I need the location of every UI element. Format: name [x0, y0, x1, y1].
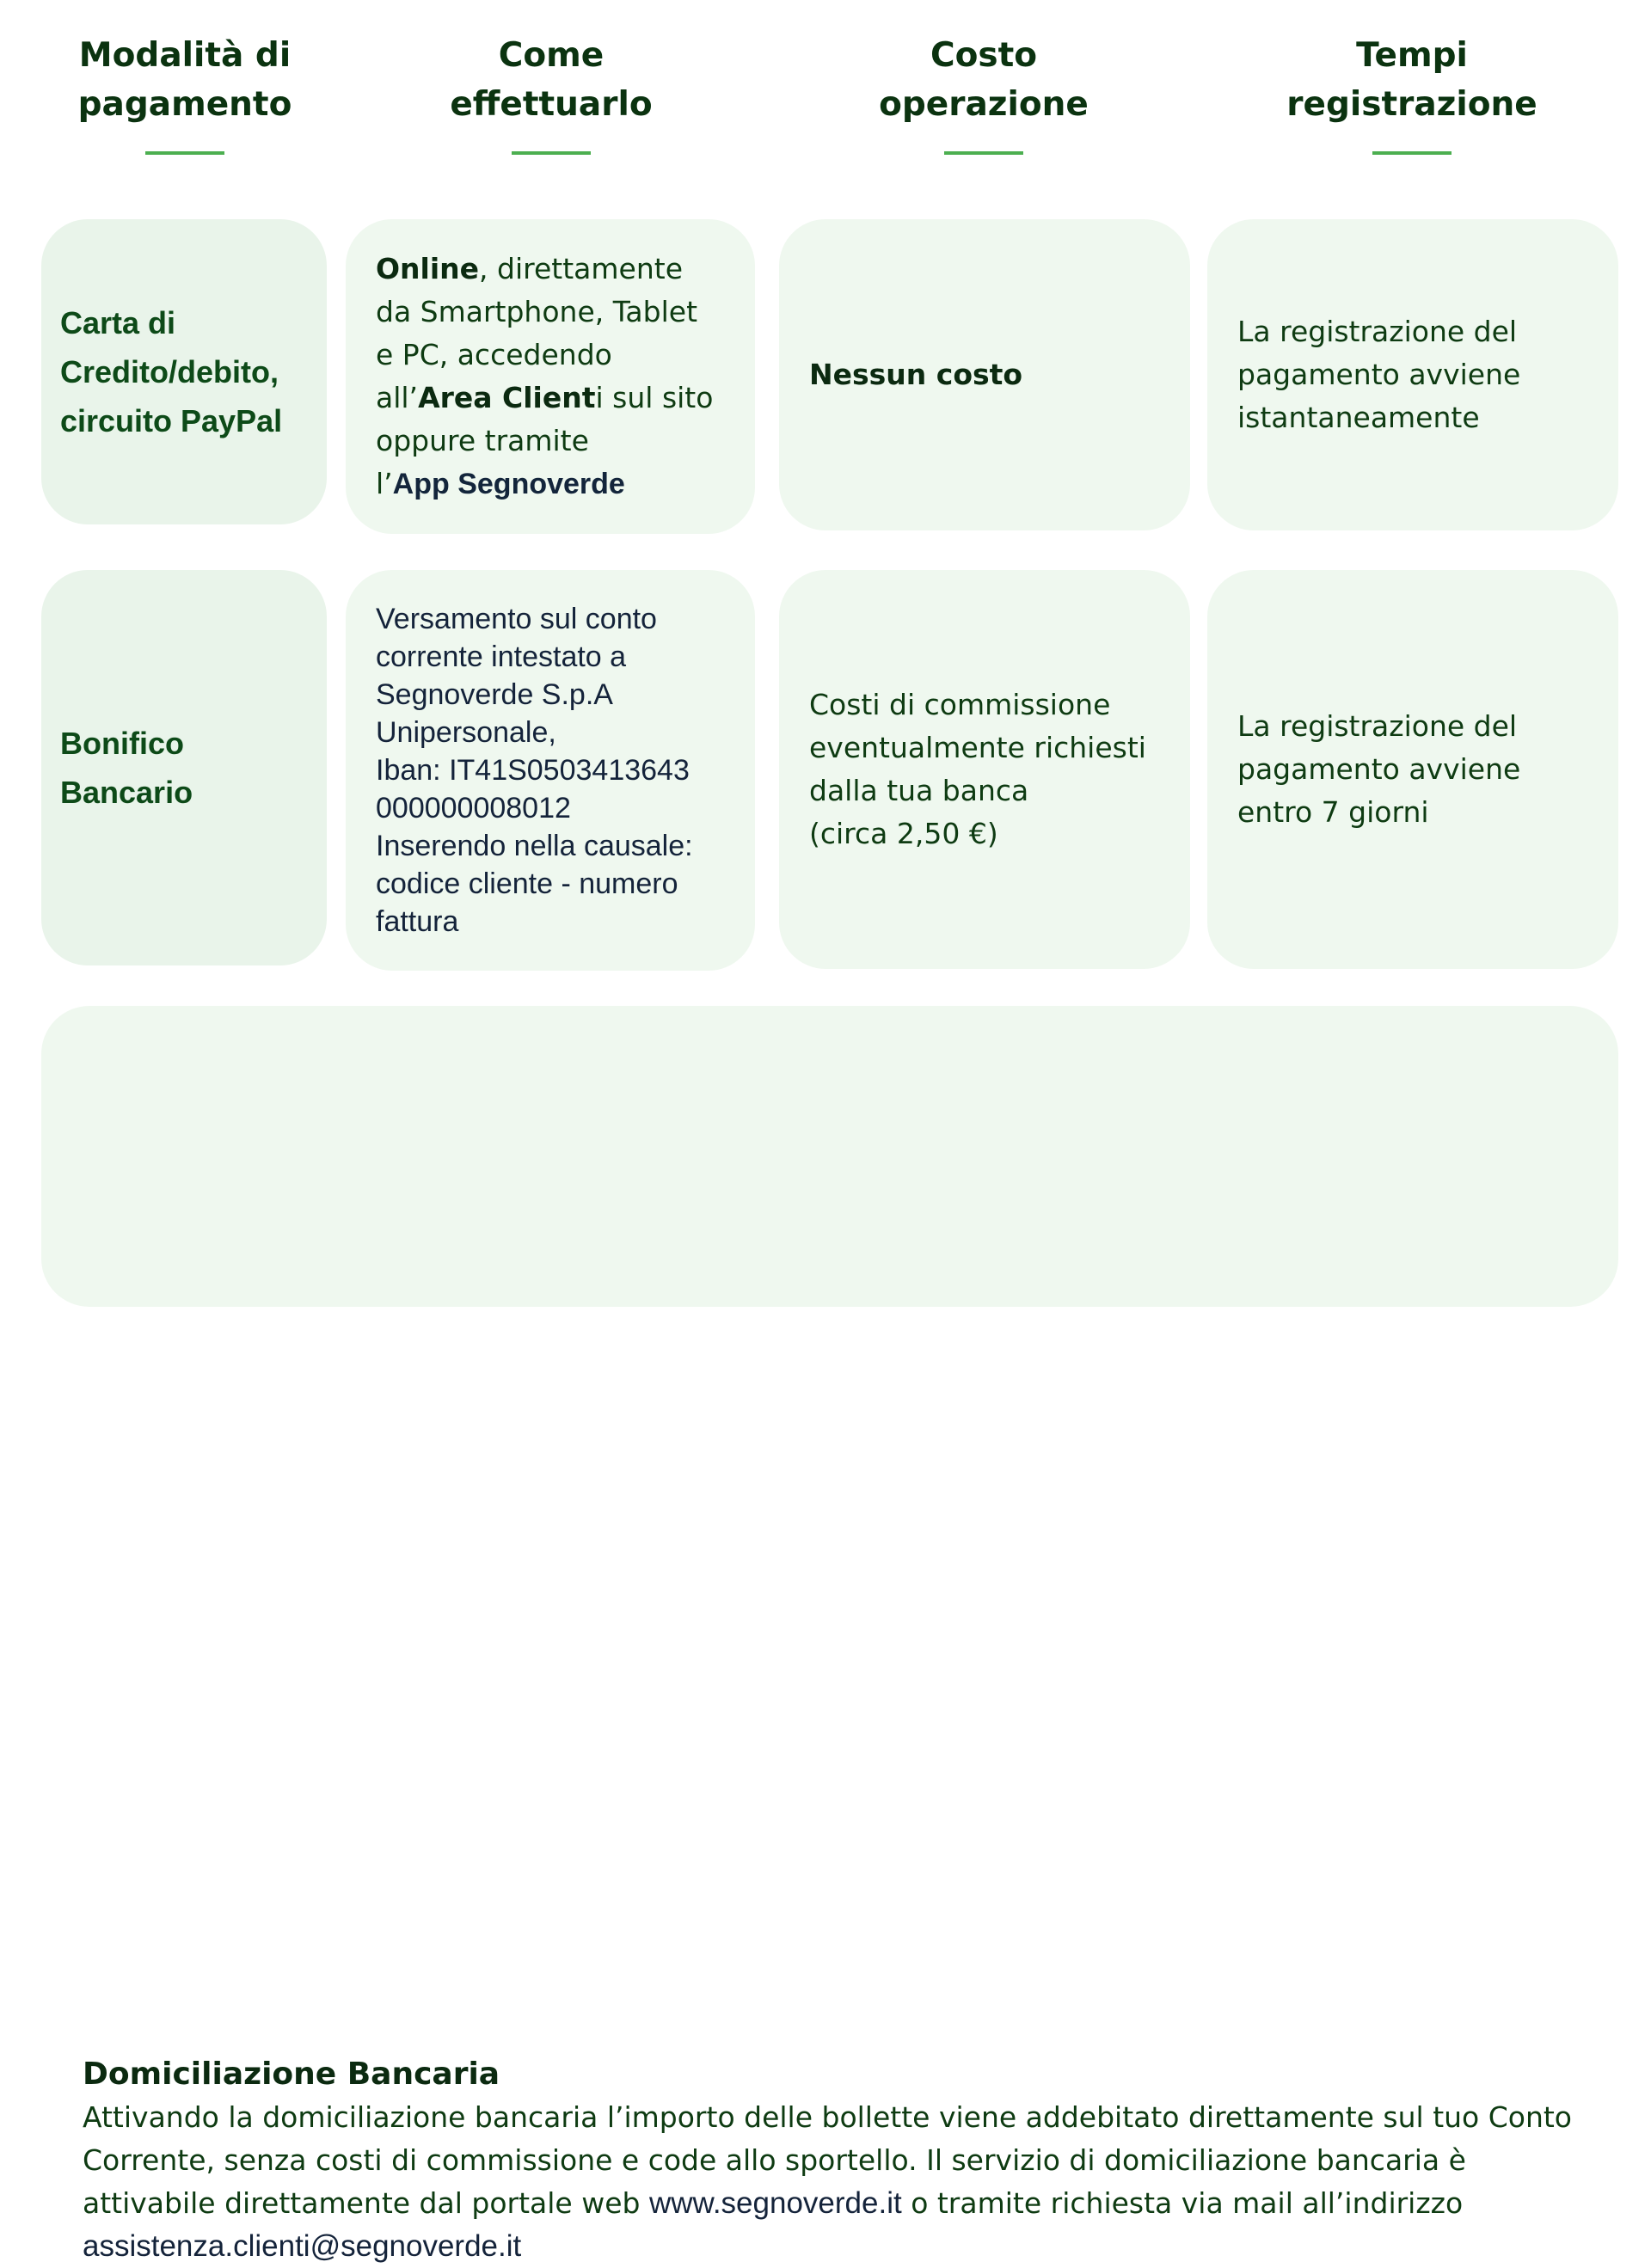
row1-time-text: La registrazione del pagamento avviene istantaneamente: [1237, 315, 1521, 434]
column-header-how: [371, 31, 732, 155]
domiciliazione-title: Domiciliazione Bancaria: [83, 2057, 500, 2092]
email-link[interactable]: assistenza.clienti@segnoverde.it: [83, 2229, 522, 2263]
how-text-fragment: e PC, accedendo: [376, 338, 612, 371]
row1-mode-card: [41, 219, 327, 524]
how-text-fragment: i sul sito: [595, 381, 714, 414]
how-text-fragment: oppure tramite: [376, 424, 589, 457]
row1-cost-text: Nessun costo: [809, 358, 1023, 391]
how-text-fragment: l’: [376, 467, 393, 500]
domiciliazione-text: [83, 2096, 1596, 2268]
row1-time-card: [1207, 219, 1618, 530]
row1-how-text: [376, 248, 713, 506]
row2-mode-card: [41, 570, 327, 965]
row2-time-text: La registrazione del pagamento avviene entro 7 giorni: [1237, 709, 1521, 829]
header-underline: [944, 151, 1023, 155]
how-text-fragment: all’: [376, 381, 419, 414]
row1-mode-label: Carta di Credito/debito, circuito PayPal: [60, 305, 283, 438]
row2-how-text: Versamento sul conto corrente intestato a Segnoverde S.p.A Unipersonale, Iban: IT41S0503413643 000000008012 Inserendo nella causale: codice cliente - numero fattura: [376, 603, 693, 938]
header-underline: [145, 151, 224, 155]
column-header-title: Come effettuarlo: [450, 36, 653, 124]
how-text-fragment: , direttamente: [479, 252, 683, 285]
header-underline: [512, 151, 591, 155]
domiciliazione-card: [41, 1006, 1618, 2263]
column-header-payment-mode: [4, 31, 365, 155]
row2-how-card: [346, 570, 755, 971]
row2-mode-label: Bonifico Bancario: [60, 726, 193, 810]
online-bold: Online: [376, 252, 480, 285]
website-link[interactable]: www.segnoverde.it: [648, 2186, 902, 2220]
app-segnoverde-bold: App Segnoverde: [392, 468, 625, 500]
column-header-cost: [803, 31, 1164, 155]
how-text-fragment: da Smartphone, Tablet: [376, 295, 698, 328]
row2-cost-text: Costi di commissione eventualmente richiesti dalla tua banca (circa 2,50 €): [809, 688, 1146, 850]
column-header-title: Modalità di pagamento: [77, 36, 292, 124]
row2-cost-card: [779, 570, 1190, 969]
domiciliazione-text-part1: Attivando la domiciliazione bancaria l’importo delle bollette viene addebitato direttamente sul tuo Conto Corrente, senza costi di commissione e code allo sportello. Il servizio di domiciliazione bancaria è attivabile direttamente dal portale web: [83, 2100, 1573, 2220]
row1-how-card: [346, 219, 755, 534]
header-underline: [1372, 151, 1452, 155]
column-header-time: [1231, 31, 1593, 155]
column-header-title: Costo operazione: [879, 36, 1089, 124]
row1-cost-card: [779, 219, 1190, 530]
area-clienti-bold: Area Client: [418, 381, 596, 414]
domiciliazione-text-part2: o tramite richiesta via mail all’indirizzo: [901, 2186, 1464, 2220]
row2-time-card: [1207, 570, 1618, 969]
column-header-title: Tempi registrazione: [1286, 36, 1537, 124]
